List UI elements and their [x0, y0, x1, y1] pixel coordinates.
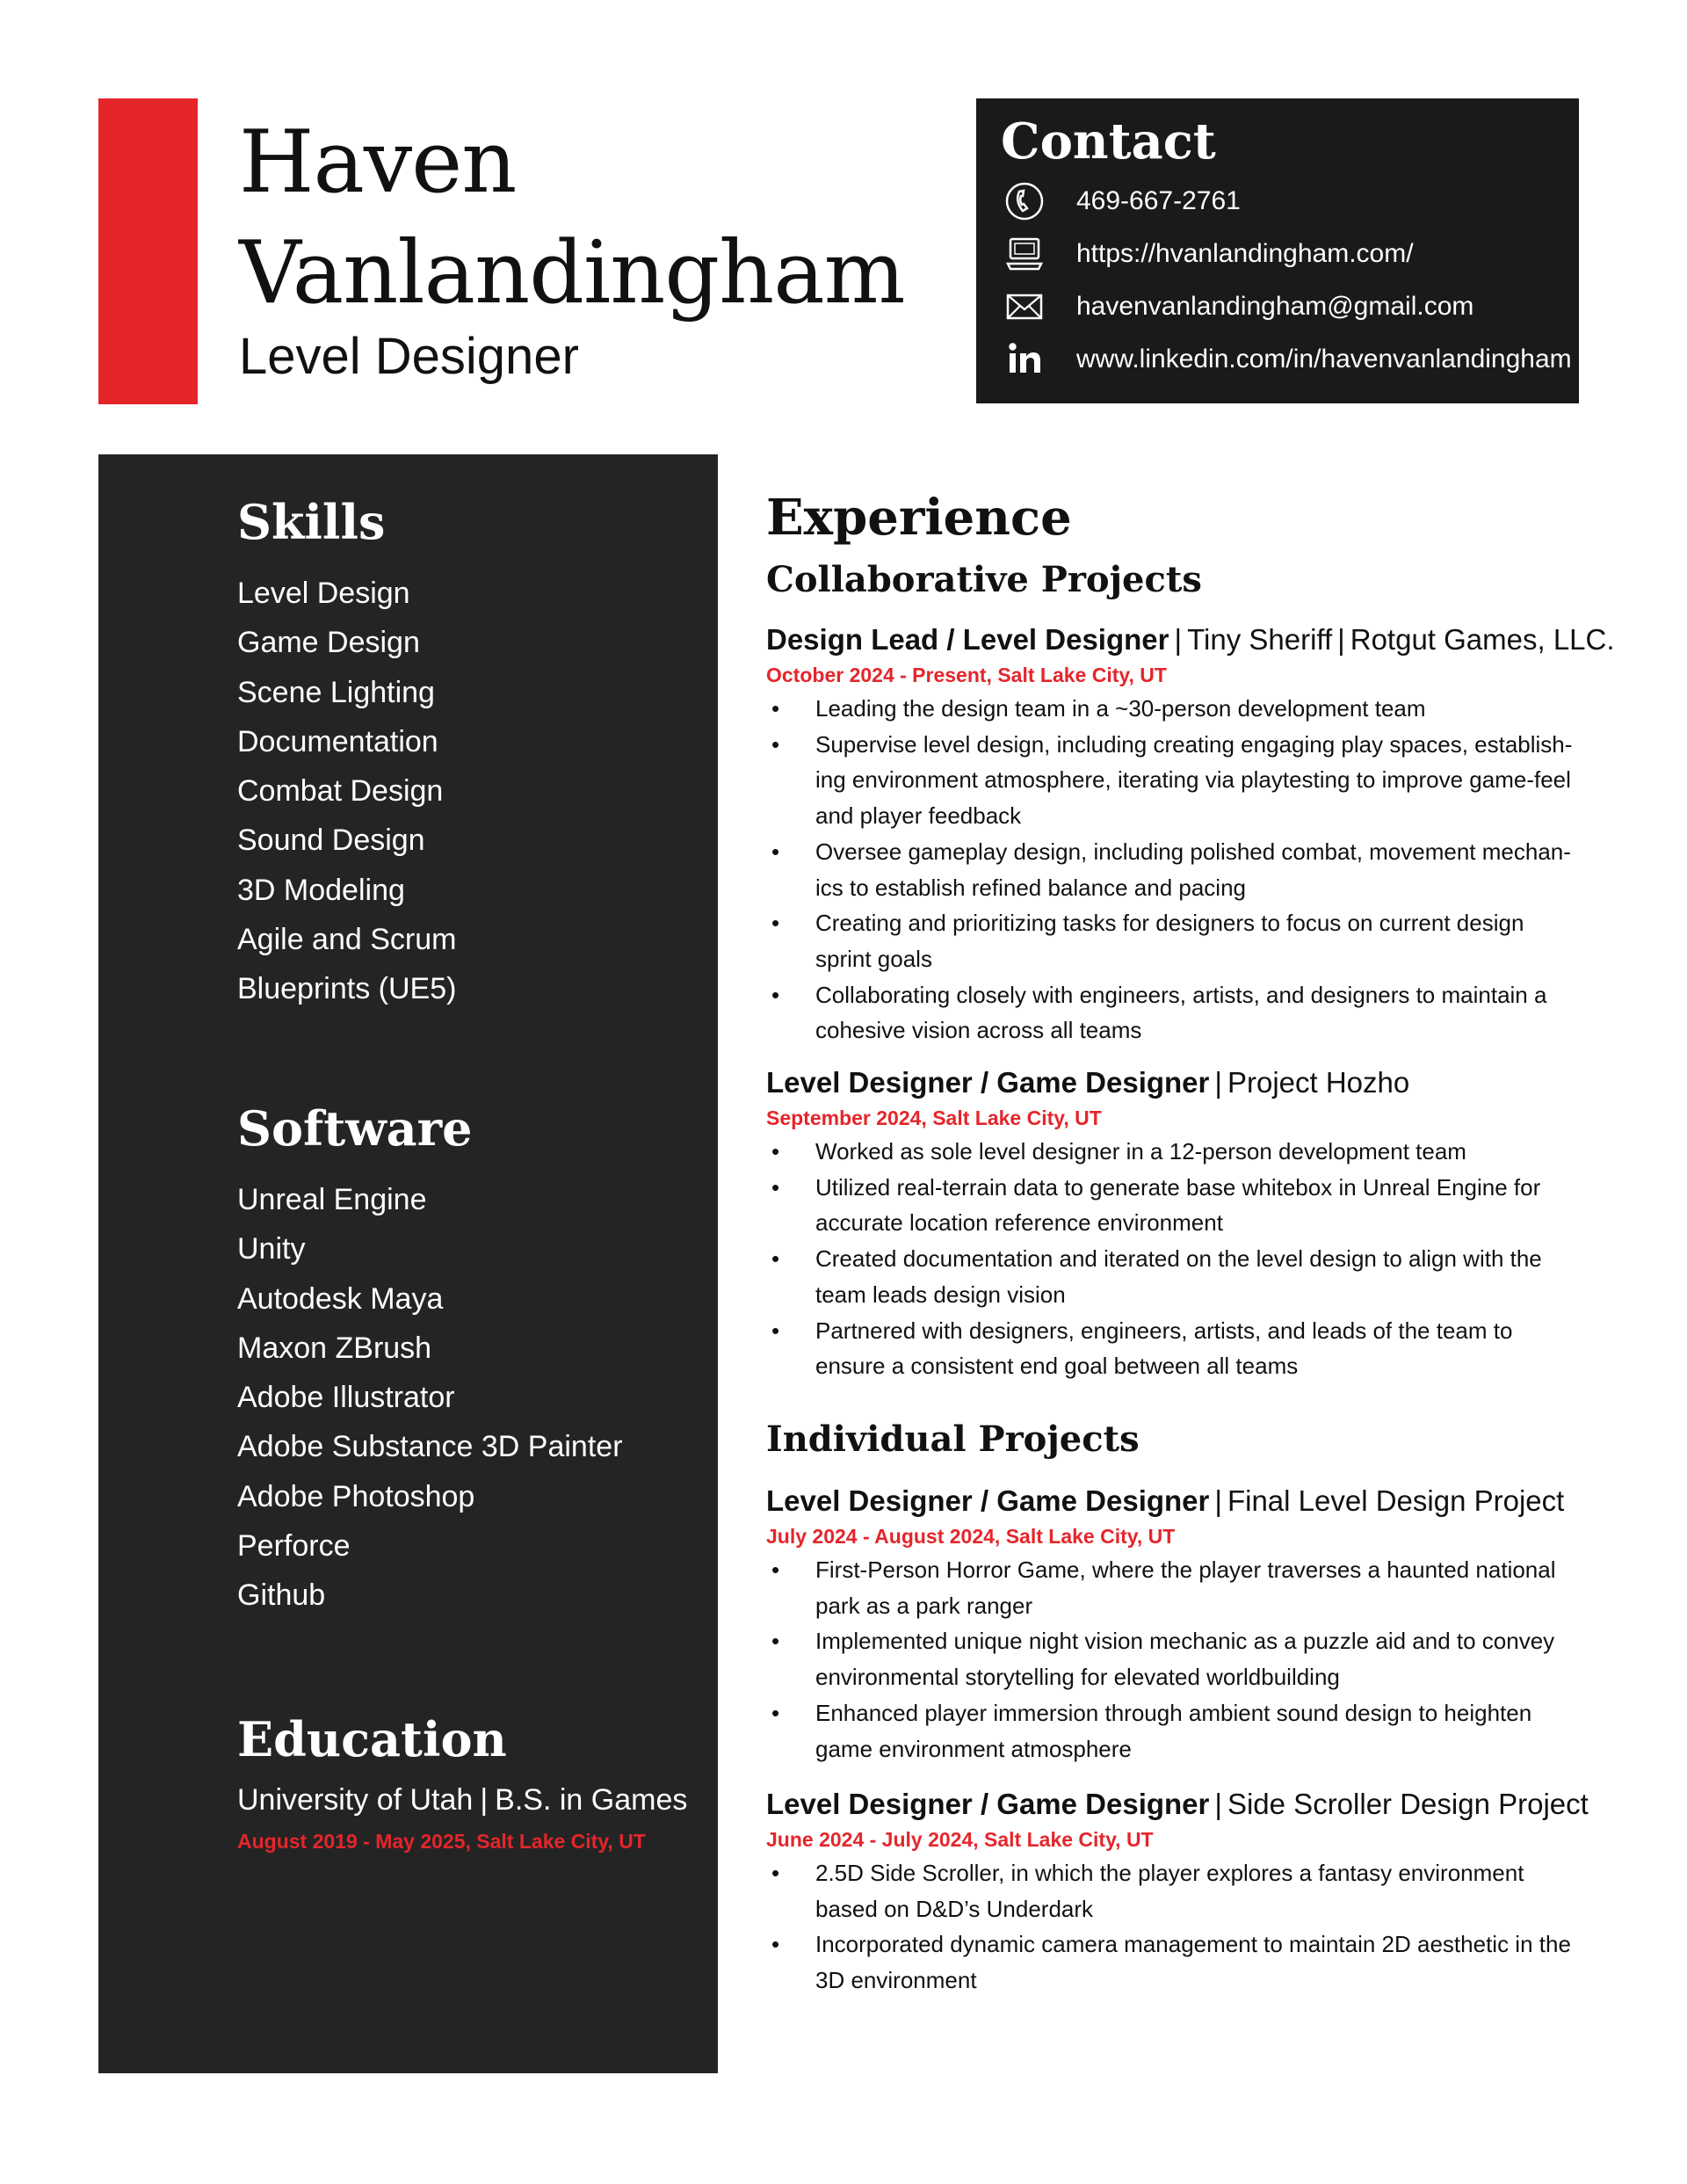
separator: | [1337, 623, 1345, 656]
software-item: Adobe Photoshop [237, 1479, 475, 1513]
separator: | [1214, 1066, 1222, 1099]
education-dates: August 2019 - May 2025, Salt Lake City, UT [237, 1830, 646, 1853]
phone-icon [1003, 181, 1046, 221]
skill-item: Documentation [237, 724, 438, 758]
job-dates: October 2024 - Present, Salt Lake City, UT [766, 664, 1167, 686]
skill-item: Blueprints (UE5) [237, 972, 457, 1006]
job-entry [766, 620, 1615, 1048]
software-item: Autodesk Maya [237, 1281, 444, 1316]
contact-title: Contact [1001, 112, 1216, 171]
contact-box [976, 98, 1579, 403]
job-role: Design Lead / Level Designer [766, 623, 1169, 656]
bullet-item: • Collaborating closely with engineers, artists, and designers to maintain a cohesive vision across all teams [766, 977, 1583, 1048]
contact-email [1003, 285, 1473, 329]
bullet-item: • Oversee gameplay design, including polished combat, movement mechan-ics to establish refined balance and pacing [766, 834, 1583, 905]
bullet-item: • Created documentation and iterated on the level design to align with the team leads design vision [766, 1241, 1583, 1312]
separator: | [1214, 1788, 1222, 1820]
linkedin-icon [1003, 339, 1046, 380]
experience-heading: Experience [766, 489, 1072, 547]
job-bullets [766, 1134, 1583, 1384]
separator: | [1174, 623, 1183, 656]
job-project: Project Hozho [1227, 1066, 1410, 1099]
skills-heading: Skills [237, 494, 386, 550]
software-heading: Software [237, 1100, 473, 1157]
job-dates: July 2024 - August 2024, Salt Lake City, UT [766, 1525, 1176, 1548]
job-bullets [766, 691, 1583, 1048]
separator: | [1214, 1484, 1222, 1517]
bullet-item: • 2.5D Side Scroller, in which the player explores a fantasy environment based on D&D’s Underdark [766, 1855, 1583, 1926]
job-role: Level Designer [239, 328, 579, 385]
bullet-item: • Creating and prioritizing tasks for designers to focus on current design sprint goals [766, 905, 1583, 976]
software-item: Maxon ZBrush [237, 1331, 432, 1365]
software-item: Unreal Engine [237, 1183, 427, 1216]
bullet-item: • Implemented unique night vision mechanic as a puzzle aid and to convey environmental storytelling for elevated worldbuilding [766, 1623, 1583, 1694]
job-entry [766, 1785, 1589, 1999]
bullet-item: • Partnered with designers, engineers, artists, and leads of the team to ensure a consistent end goal between all teams [766, 1313, 1583, 1384]
bullet-item: • Enhanced player immersion through ambient sound design to heighten game environment atmosphere [766, 1695, 1583, 1767]
job-project: Final Level Design Project [1227, 1484, 1565, 1517]
skill-item: Scene Lighting [237, 675, 435, 709]
skill-item: Agile and Scrum [237, 923, 457, 957]
email-text[interactable]: havenvanlandingham@gmail.com [1076, 292, 1474, 321]
software-item: Perforce [237, 1529, 351, 1564]
job-bullets [766, 1855, 1583, 1999]
website-text[interactable]: https://hvanlandingham.com/ [1076, 239, 1414, 268]
job-bullets [766, 1552, 1583, 1767]
contact-linkedin [1003, 337, 1572, 381]
phone-text[interactable]: 469-667-2761 [1076, 186, 1241, 215]
computer-icon [1003, 234, 1046, 274]
job-project: Side Scroller Design Project [1227, 1788, 1589, 1820]
linkedin-text[interactable]: www.linkedin.com/in/havenvanlandingham [1076, 345, 1572, 374]
skill-item: Game Design [237, 626, 420, 660]
mail-icon [1003, 287, 1046, 327]
skill-item: Level Design [237, 577, 410, 610]
separator: | [480, 1783, 489, 1817]
skill-item: Sound Design [237, 824, 425, 858]
collaborative-heading: Collaborative Projects [766, 559, 1202, 600]
job-title-line [766, 1785, 1589, 1824]
skill-item: 3D Modeling [237, 873, 405, 907]
candidate-name [239, 107, 959, 329]
job-company: Rotgut Games, LLC. [1350, 623, 1615, 656]
skill-item: Combat Design [237, 774, 444, 809]
job-dates: September 2024, Salt Lake City, UT [766, 1107, 1102, 1129]
individual-heading: Individual Projects [766, 1419, 1140, 1460]
software-item: Adobe Substance 3D Painter [237, 1430, 623, 1464]
bullet-item: • Utilized real-terrain data to generate base whitebox in Unreal Engine for accurate location reference environment [766, 1170, 1583, 1241]
job-role: Level Designer / Game Designer [766, 1788, 1210, 1820]
contact-phone [1003, 179, 1241, 223]
bullet-item: • Worked as sole level designer in a 12-person development team [766, 1134, 1583, 1170]
last-name: Vanlandingham [239, 223, 905, 323]
bullet-item: • First-Person Horror Game, where the player traverses a haunted national park as a park ranger [766, 1552, 1583, 1623]
software-item: Adobe Illustrator [237, 1381, 455, 1415]
accent-bar [98, 98, 198, 404]
software-list [237, 1175, 623, 1621]
job-title-line [766, 620, 1615, 659]
bullet-item: • Leading the design team in a ~30-person development team [766, 691, 1583, 727]
education-heading: Education [237, 1711, 507, 1767]
degree: B.S. in Games [495, 1783, 688, 1817]
job-project: Tiny Sheriff [1187, 623, 1333, 656]
education-line [237, 1783, 687, 1818]
job-role: Level Designer / Game Designer [766, 1484, 1210, 1517]
job-entry [766, 1482, 1583, 1767]
job-title-line [766, 1063, 1583, 1102]
job-role: Level Designer / Game Designer [766, 1066, 1210, 1099]
contact-website [1003, 232, 1414, 276]
job-dates: June 2024 - July 2024, Salt Lake City, UT [766, 1828, 1154, 1851]
bullet-item: • Incorporated dynamic camera management to maintain 2D aesthetic in the 3D environment [766, 1926, 1583, 1998]
skills-list [237, 569, 456, 1014]
sidebar [98, 454, 718, 2073]
school-name: University of Utah [237, 1783, 474, 1817]
job-title-line [766, 1482, 1583, 1520]
software-item: Github [237, 1578, 326, 1613]
software-item: Unity [237, 1232, 306, 1266]
job-entry [766, 1063, 1583, 1384]
first-name: Haven [239, 112, 517, 213]
bullet-item: • Supervise level design, including creating engaging play spaces, establish-ing environment atmosphere, iterating via playtesting to improve game-feel and player feedback [766, 727, 1583, 834]
